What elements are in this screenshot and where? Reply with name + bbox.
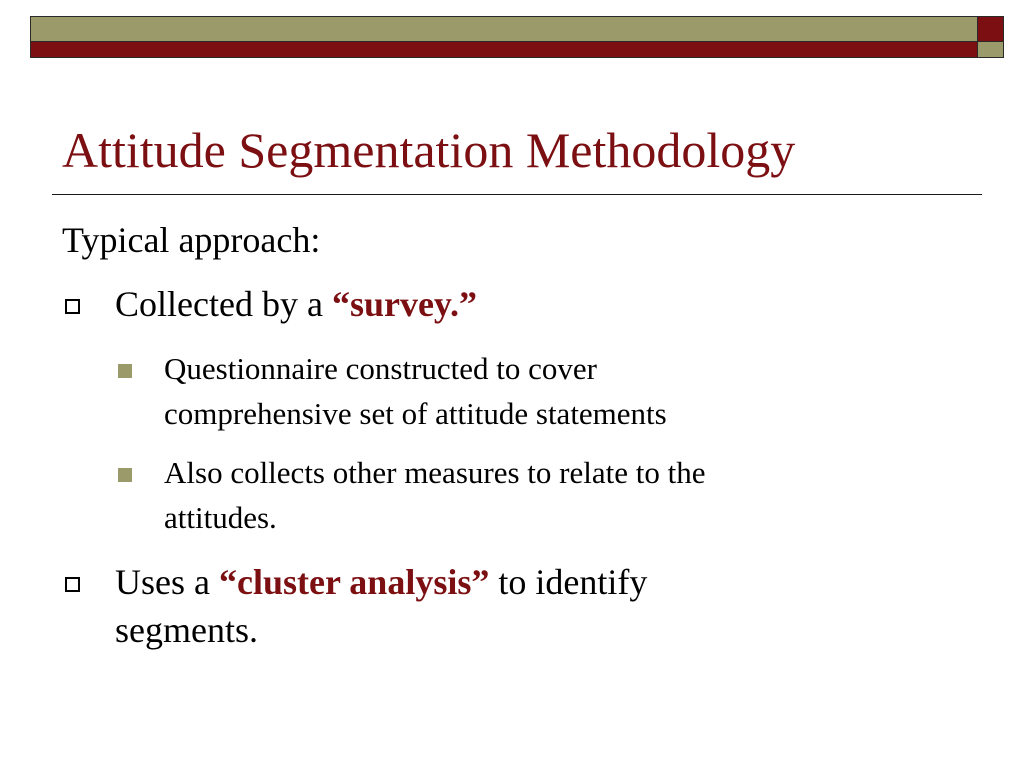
- filled-square-bullet-icon: [118, 364, 132, 378]
- banner-corner-square-top: [978, 16, 1004, 42]
- banner-corner-square-bottom: [978, 42, 1004, 58]
- hollow-square-bullet-icon: [65, 577, 80, 592]
- bullet-text-lead: Uses a: [115, 562, 219, 602]
- title-divider: [52, 194, 982, 195]
- slide-title: Attitude Segmentation Methodology: [62, 122, 796, 178]
- bullet-text: [115, 558, 975, 654]
- bullet-highlight: “survey.”: [331, 284, 477, 324]
- sub-bullet-text: [164, 450, 964, 540]
- bullet-text-lead: Collected by a: [115, 284, 332, 324]
- header-banner: [30, 16, 1004, 58]
- filled-square-bullet-icon: [118, 468, 132, 482]
- sub-bullet-line-2: comprehensive set of attitude statements: [164, 396, 667, 431]
- banner-maroon-band: [30, 42, 978, 58]
- bullet-text-tail: to identify: [489, 562, 648, 602]
- sub-bullet-line-1: Also collects other measures to relate to the: [164, 455, 706, 490]
- banner-olive-band: [30, 16, 978, 42]
- hollow-square-bullet-icon: [65, 299, 80, 314]
- bullet-text-line-2: segments.: [115, 610, 258, 650]
- sub-bullet-text: [164, 346, 964, 436]
- bullet-highlight: “cluster analysis”: [218, 562, 490, 602]
- bullet-text: [115, 280, 975, 328]
- intro-text: Typical approach:: [62, 220, 321, 260]
- sub-bullet-line-1: Questionnaire constructed to cover: [164, 351, 597, 386]
- sub-bullet-line-2: attitudes.: [164, 500, 277, 535]
